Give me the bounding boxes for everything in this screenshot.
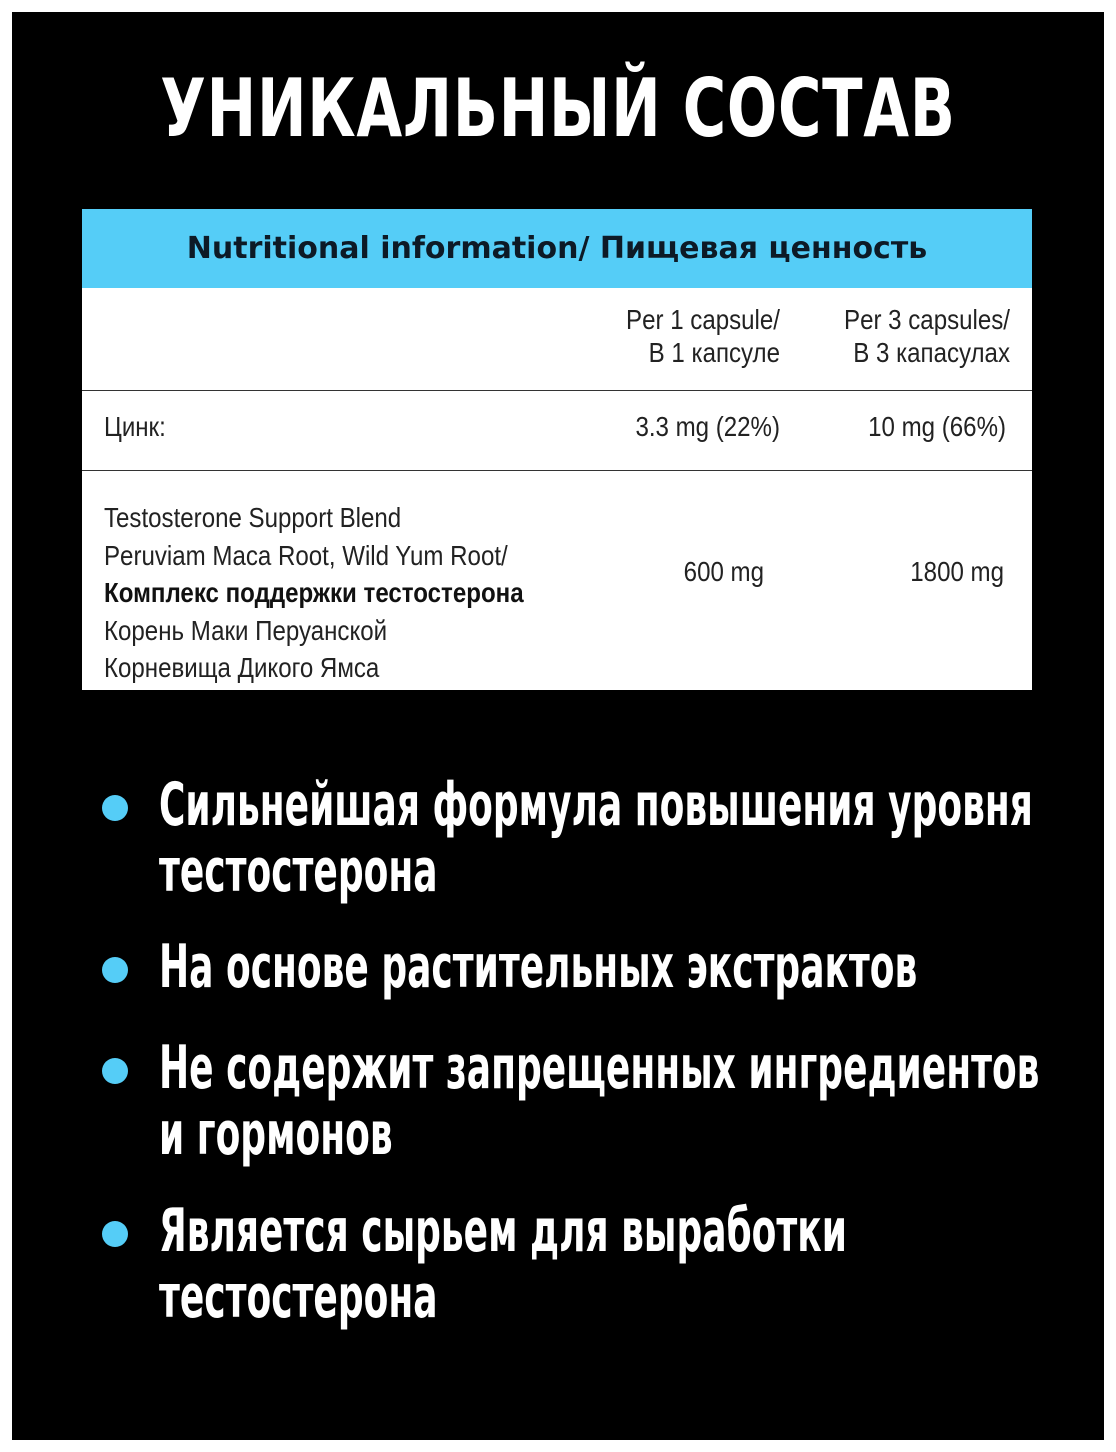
main-panel xyxy=(12,12,1104,1440)
row-blend-name-line: Комплекс поддержки тестостерона xyxy=(104,577,524,608)
benefit-text xyxy=(159,1196,847,1332)
column-header-per-one-line-2: В 1 капсуле xyxy=(648,337,780,368)
bullet-dot-icon xyxy=(102,957,128,983)
row-blend-name-line: Peruviam Maca Root, Wild Yum Root/ xyxy=(104,539,508,571)
benefit-text-line: Сильнейшая формула повышения уровня xyxy=(159,770,1033,840)
column-header-per-three-line-2: В 3 капасулах xyxy=(853,337,1010,368)
column-header-per-one-line-1: Per 1 capsule/ xyxy=(626,304,780,335)
benefit-text xyxy=(159,932,918,1002)
benefit-text-line: На основе растительных экстрактов xyxy=(159,932,918,1002)
benefit-text-line: Является сырьем для выработки xyxy=(159,1196,847,1266)
row-zinc-per-three: 10 mg (66%) xyxy=(868,411,1006,442)
benefit-text xyxy=(159,770,1033,906)
bullet-dot-icon xyxy=(102,795,128,821)
row-blend-name-line: Корень Маки Перуанской xyxy=(104,614,388,646)
benefit-text-line: тестостерона xyxy=(159,1262,438,1332)
row-blend-name-line: Корневища Дикого Ямса xyxy=(104,652,380,683)
bullet-dot-icon xyxy=(102,1221,128,1247)
bullet-dot-icon xyxy=(102,1058,128,1084)
row-zinc-name: Цинк: xyxy=(104,411,166,442)
page-title: УНИКАЛЬНЫЙ СОСТАВ xyxy=(160,62,956,155)
row-blend-name-line: Testosterone Support Blend xyxy=(104,502,402,533)
column-header-per-three-line-1: Per 3 capsules/ xyxy=(844,304,1010,335)
benefit-text-line: тестостерона xyxy=(159,836,438,906)
row-blend-per-three: 1800 mg xyxy=(910,556,1004,587)
benefit-text-line: Не содержит запрещенных ингредиентов xyxy=(159,1033,1040,1103)
nutrition-table-title: Nutritional information/ Пищевая ценность xyxy=(186,231,928,266)
benefit-text xyxy=(159,1033,1040,1169)
row-blend-per-one: 600 mg xyxy=(683,556,764,587)
benefits-list xyxy=(12,12,1104,1440)
row-zinc-per-one: 3.3 mg (22%) xyxy=(635,411,780,442)
benefit-text-line: и гормонов xyxy=(159,1099,393,1169)
